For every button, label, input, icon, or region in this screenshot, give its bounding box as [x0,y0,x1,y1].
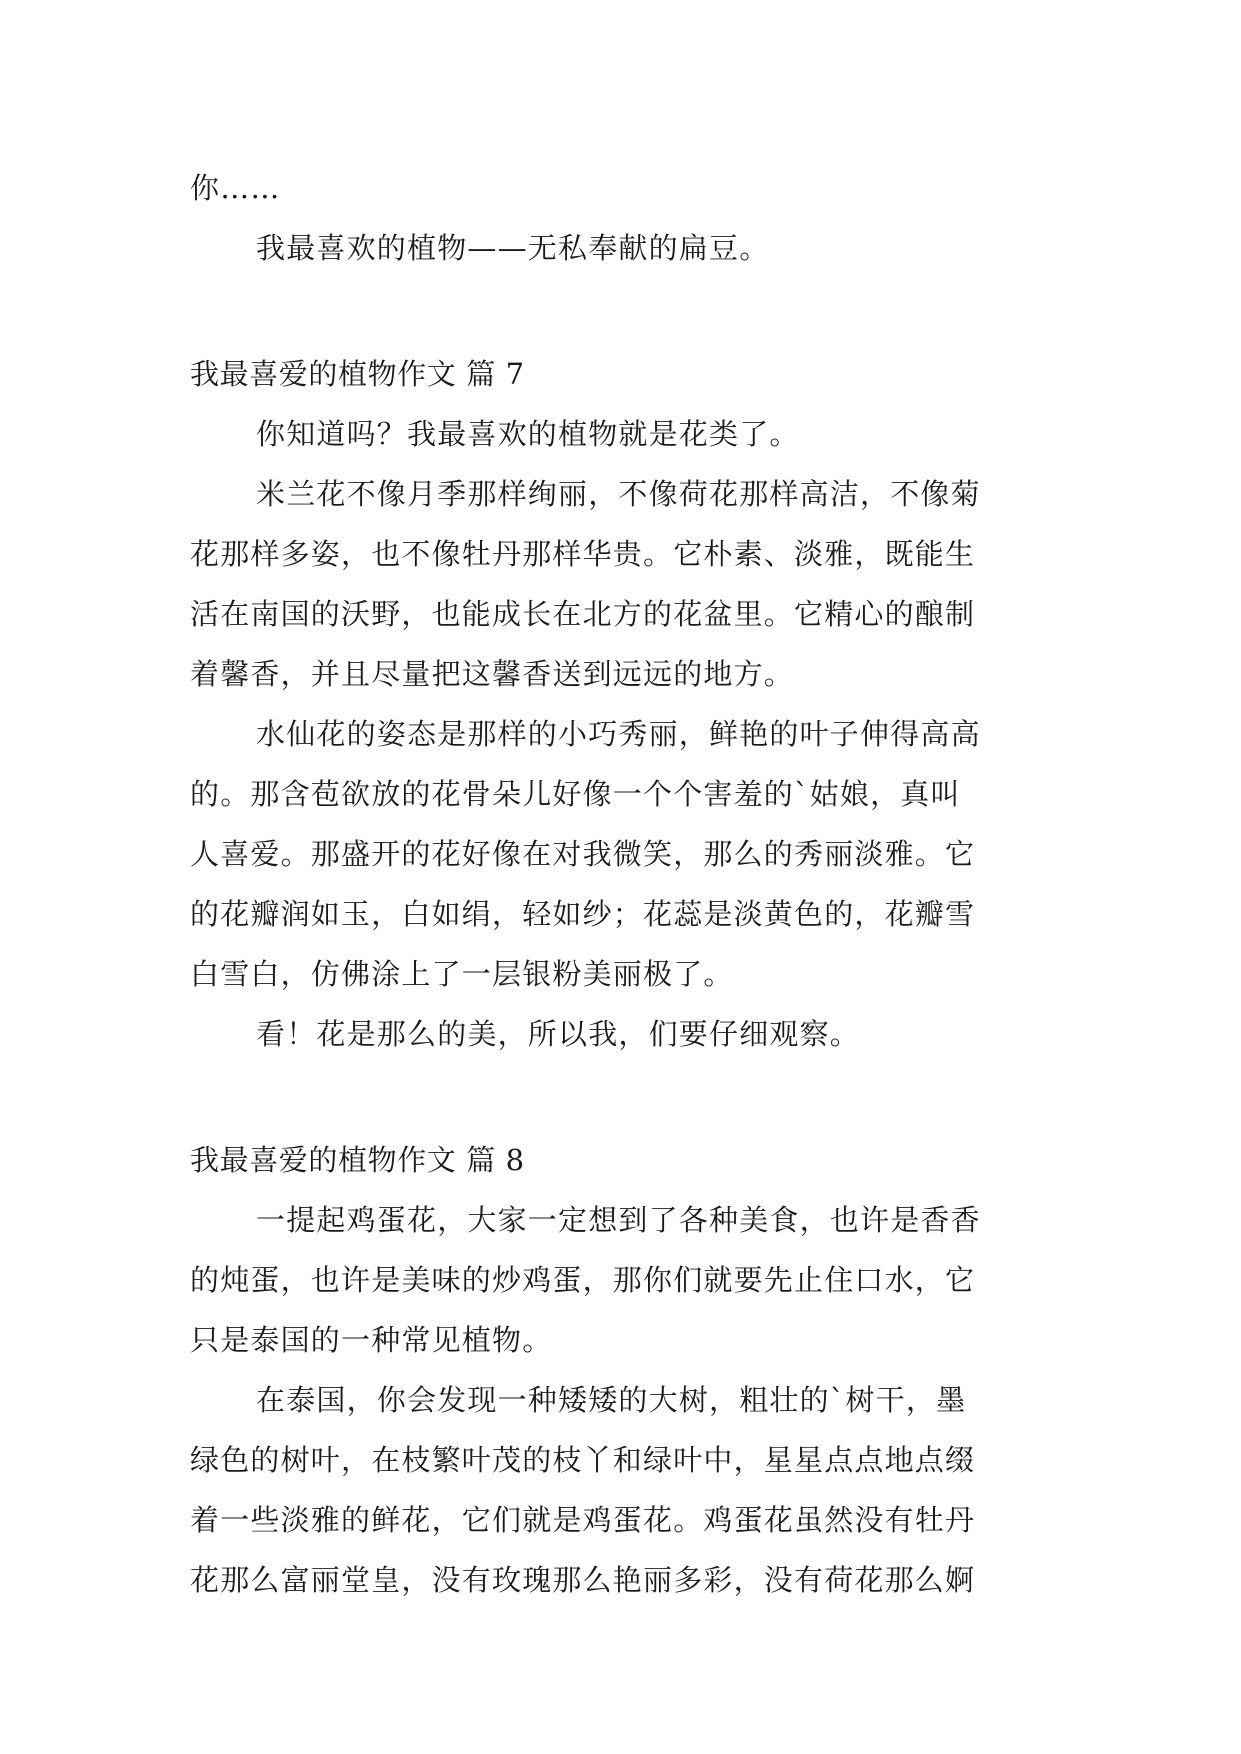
paragraph-line: 花那么富丽堂皇，没有玫瑰那么艳丽多彩，没有荷花那么婀 [190,1563,976,1597]
paragraph-line: 米兰花不像月季那样绚丽，不像荷花那样高洁，不像菊 [256,477,981,511]
paragraph-line: 花那样多姿，也不像牡丹那样华贵。它朴素、淡雅，既能生 [190,537,976,571]
paragraph-line: 的花瓣润如玉，白如绢，轻如纱；花蕊是淡黄色的，花瓣雪 [190,897,976,931]
paragraph-line: 的炖蛋，也许是美味的炒鸡蛋，那你们就要先止住口水，它 [190,1263,976,1297]
paragraph-line: 在泰国，你会发现一种矮矮的大树，粗壮的`树干，墨 [256,1383,967,1417]
paragraph-line: 白雪白，仿佛涂上了一层银粉美丽极了。 [190,957,734,991]
paragraph-line: 着一些淡雅的鲜花，它们就是鸡蛋花。鸡蛋花虽然没有牡丹 [190,1503,976,1537]
section-heading: 我最喜爱的植物作文 篇 7 [190,357,525,391]
paragraph-line: 人喜爱。那盛开的花好像在对我微笑，那么的秀丽淡雅。它 [190,837,976,871]
section-heading: 我最喜爱的植物作文 篇 8 [190,1143,525,1177]
paragraph-line: 活在南国的沃野，也能成长在北方的花盆里。它精心的酿制 [190,597,976,631]
paragraph-line: 绿色的树叶，在枝繁叶茂的枝丫和绿叶中，星星点点地点缀 [190,1443,976,1477]
paragraph-line: 我最喜欢的植物——无私奉献的扁豆。 [256,231,770,265]
document-page [190,158,1056,1610]
paragraph-line: 的。那含苞欲放的花骨朵儿好像一个个害羞的`姑娘，真叫 [190,777,961,811]
paragraph-line: 水仙花的姿态是那样的小巧秀丽，鲜艳的叶子伸得高高 [256,717,981,751]
paragraph-line: 你知道吗？我最喜欢的植物就是花类了。 [256,417,800,451]
section-gap [190,278,1056,344]
section-gap [190,1064,1056,1130]
paragraph-line: 只是泰国的一种常见植物。 [190,1323,553,1357]
paragraph-line: 看！花是那么的美，所以我，们要仔细观察。 [256,1017,861,1051]
paragraph-line: 着馨香，并且尽量把这馨香送到远远的地方。 [190,657,795,691]
paragraph-line: 你…… [190,171,281,205]
paragraph-line: 一提起鸡蛋花，大家一定想到了各种美食，也许是香香 [256,1203,981,1237]
